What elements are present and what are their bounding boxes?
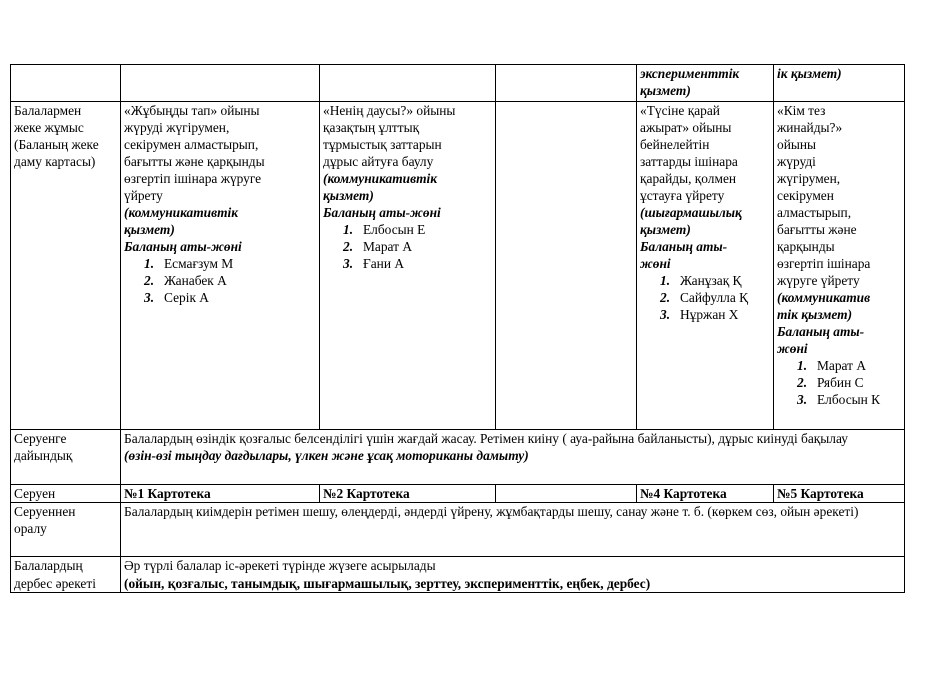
row-label-return-from-walk: Серуеннен оралу [11, 503, 121, 557]
table-cell [496, 102, 637, 430]
table-row [11, 503, 905, 557]
list-item: 2. Жанабек А [144, 273, 227, 288]
table-cell [121, 65, 320, 102]
table-row [11, 557, 905, 593]
task-cell: «Ненің даусы?» ойыны қазақтың ұлттық тұрмыстық заттарын дұрыс айтуға баулу (коммуникативтік қызмет) Баланың аты-жөні 1. Елбосын Е 2. Марат А 3. Ғани А [320, 102, 496, 430]
row-label-walk-preparation: Серуенге дайындық [11, 430, 121, 485]
table-row [11, 102, 905, 430]
list-item: 1. Есмағзум М [144, 256, 234, 271]
list-item: 2. Марат А [343, 239, 413, 254]
task-cell: «Жұбыңды тап» ойыны жүруді жүгірумен, секірумен алмастырып, бағытты және қарқынды өзгертіп ішінара жүруге үйрету (коммуникативтік қызмет) Баланың аты-жөні 1. Есмағзум М 2. Жанабек А 3. Серік А [121, 102, 320, 430]
card-index-cell: №4 Картотека [637, 485, 774, 503]
table-cell: эксперименттік қызмет) [637, 65, 774, 102]
list-item: 1. Марат А [797, 358, 867, 373]
table-cell [11, 65, 121, 102]
table-cell: ік қызмет) [774, 65, 905, 102]
table-row [11, 485, 905, 503]
child-name-list [777, 357, 901, 408]
list-item: 3. Нұржан Х [660, 307, 739, 322]
child-name-list [124, 255, 316, 306]
list-item: 2. Рябин С [797, 375, 864, 390]
task-cell: «Түсіне қарай ажырат» ойыны бейнелейтін заттарды ішінара қарайды, қолмен ұстауға үйрету (шығармашылық қызмет) Баланың аты- жөні 1. Жанұзақ Қ 2. Сайфулла Қ 3. Нұржан Х [637, 102, 774, 430]
merged-cell: Балалардың киімдерін ретімен шешу, өлеңдерді, әндерді үйрену, жұмбақтарды шешу, санау және т. б. (көркем сөз, ойын әрекеті) [121, 503, 905, 557]
card-index-cell: №5 Картотека [774, 485, 905, 503]
table-cell [496, 65, 637, 102]
row-label-individual-work: Балалармен жеке жұмыс (Баланың жеке даму картасы) [11, 102, 121, 430]
list-item: 3. Ғани А [343, 256, 405, 271]
list-item: 3. Елбосын К [797, 392, 881, 407]
table-cell [496, 485, 637, 503]
table-cell [320, 65, 496, 102]
child-name-list [323, 221, 492, 272]
row-label-independent-activity: Балалардың дербес әрекеті [11, 557, 121, 593]
merged-cell: Балалардың өзіндік қозғалыс белсенділігі үшін жағдай жасау. Ретімен киіну ( ауа-райына байланысты), дұрыс киінуді бақылау (өзін-өзі тыңдау дағдылары, үлкен және ұсақ моториканы дамыту) [121, 430, 905, 485]
card-index-cell: №2 Картотека [320, 485, 496, 503]
merged-cell: Әр түрлі балалар іс-әрекеті түрінде жүзеге асырылады (ойын, қозғалыс, танымдық, шығармашылық, зерттеу, эксперименттік, еңбек, дербес) [121, 557, 905, 593]
list-item: 1. Елбосын Е [343, 222, 426, 237]
card-index-cell: №1 Картотека [121, 485, 320, 503]
list-item: 2. Сайфулла Қ [660, 290, 749, 305]
child-name-list [640, 272, 770, 323]
task-cell: «Кім тез жинайды?» ойыны жүруді жүгірумен, секірумен алмастырып, бағытты және қарқынды өзгертіп ішінара жүруге үйрету (коммуникатив тік қызмет) Баланың аты- жөні 1. Марат А 2. Рябин С 3. Елбосын К [774, 102, 905, 430]
daily-plan-table [10, 64, 905, 593]
list-item: 1. Жанұзақ Қ [660, 273, 742, 288]
table-row [11, 430, 905, 485]
row-label-walk: Серуен [11, 485, 121, 503]
list-item: 3. Серік А [144, 290, 209, 305]
table-row [11, 65, 905, 102]
